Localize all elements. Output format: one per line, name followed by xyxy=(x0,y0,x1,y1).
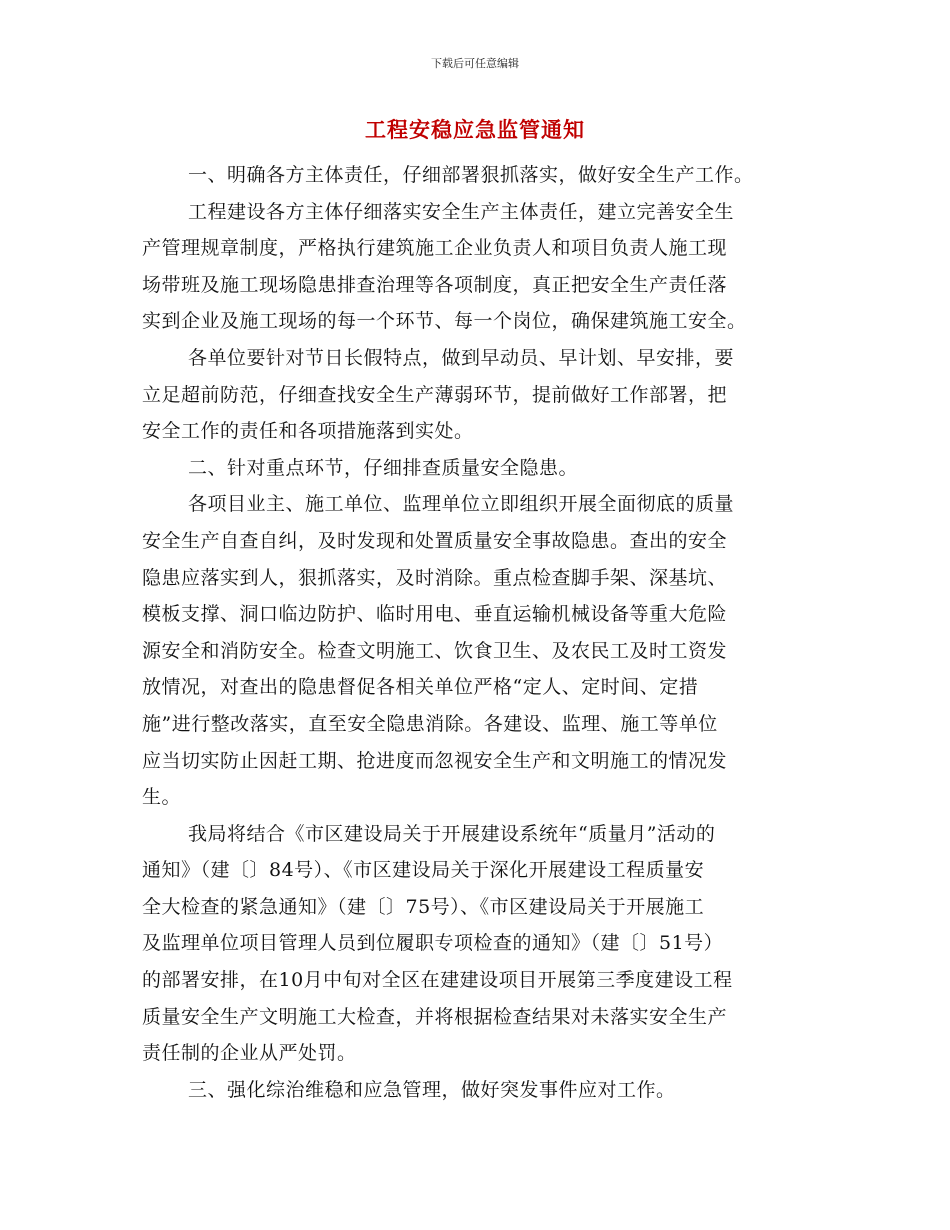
text-line: 立足超前防范，仔细查找安全生产薄弱环节，提前做好工作部署，把 xyxy=(142,383,728,406)
text-line: 责任制的企业从严处罚。 xyxy=(142,1042,357,1065)
text-line: 全大检查的紧急通知》（建〔〕75号）、《市区建设局关于开展施工 xyxy=(142,895,705,918)
text-line: 安全工作的责任和各项措施落到实处。 xyxy=(142,420,474,443)
text-line: 场带班及施工现场隐患排查治理等各项制度，真正把安全生产责任落 xyxy=(142,273,728,296)
text-line: 生。 xyxy=(142,786,182,809)
text-line: 各项目业主、施工单位、监理单位立即组织开展全面彻底的质量 xyxy=(188,493,735,516)
document-title: 工程安稳应急监管通知 xyxy=(365,117,585,142)
header-note: 下载后可任意编辑 xyxy=(431,57,519,70)
text-line: 施”进行整改落实，直至安全隐患消除。各建设、监理、施工等单位 xyxy=(142,712,718,735)
text-line: 实到企业及施工现场的每一个环节、每一个岗位，确保建筑施工安全。 xyxy=(142,310,747,333)
text-line: 放情况，对查出的隐患督促各相关单位严格“定人、定时间、定措 xyxy=(142,676,699,699)
text-line: 三、强化综治维稳和应急管理，做好突发事件应对工作。 xyxy=(188,1078,676,1101)
text-line: 质量安全生产文明施工大检查，并将根据检查结果对未落实安全生产 xyxy=(142,1005,728,1028)
document-body xyxy=(142,157,812,1108)
text-line: 及监理单位项目管理人员到位履职专项检查的通知》（建〔〕51号） xyxy=(142,932,724,955)
text-line: 隐患应落实到人，狠抓落实，及时消除。重点检查脚手架、深基坑、 xyxy=(142,566,728,589)
text-line: 通知》（建〔〕84号）、《市区建设局关于深化开展建设工程质量安 xyxy=(142,859,705,882)
text-line: 各单位要针对节日长假特点，做到早动员、早计划、早安排，要 xyxy=(188,346,735,369)
text-line: 我局将结合《市区建设局关于开展建设系统年“质量月”活动的 xyxy=(188,822,716,845)
text-line: 应当切实防止因赶工期、抢进度而忽视安全生产和文明施工的情况发 xyxy=(142,749,728,772)
text-line: 工程建设各方主体仔细落实安全生产主体责任，建立完善安全生 xyxy=(188,200,735,223)
text-line: 的部署安排，在10月中旬对全区在建建设项目开展第三季度建设工程 xyxy=(142,969,733,992)
text-line: 产管理规章制度，严格执行建筑施工企业负责人和项目负责人施工现 xyxy=(142,237,728,260)
text-line: 模板支撑、洞口临边防护、临时用电、垂直运输机械设备等重大危险 xyxy=(142,603,728,626)
text-line: 一、明确各方主体责任，仔细部署狠抓落实，做好安全生产工作。 xyxy=(188,164,754,186)
text-line: 源安全和消防安全。检查文明施工、饮食卫生、及农民工及时工资发 xyxy=(142,639,728,662)
text-line: 安全生产自查自纠，及时发现和处置质量安全事故隐患。查出的安全 xyxy=(142,529,728,552)
text-line: 二、针对重点环节，仔细排查质量安全隐患。 xyxy=(188,456,579,479)
